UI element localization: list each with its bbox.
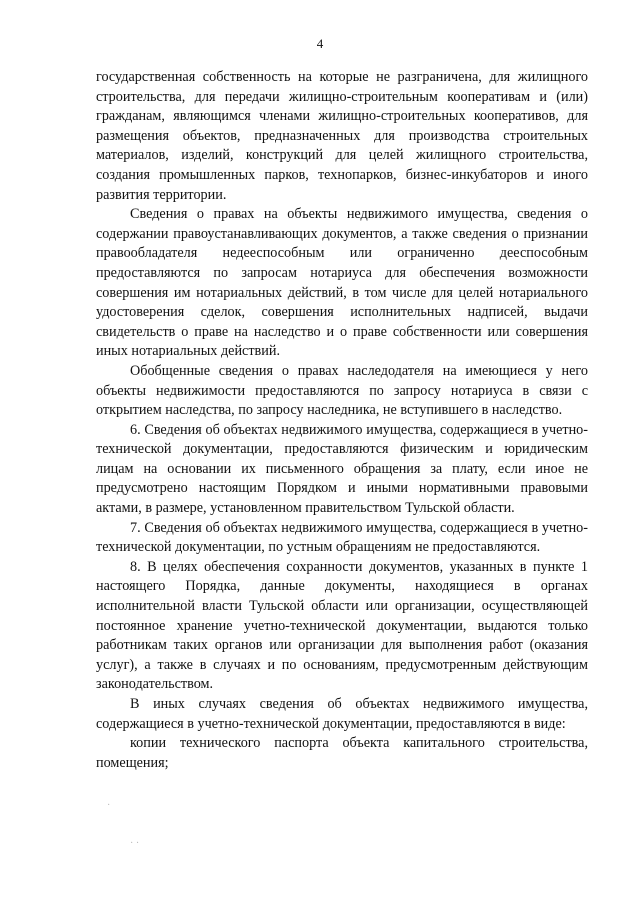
paragraph: 8. В целях обеспечения сохранности документов, указанных в пункте 1 настоящего Порядка, данные документы, находящиеся в органах исполнительной власти Тульской области или организации, осуществляющей постоянное хранение учетно-технической документации, выдаются только работникам таких органов или организации для выполнения работ (оказания услуг), а также в случаях и по основаниям, предусмотренным действующим законодательством. xyxy=(96,558,588,693)
document-body xyxy=(96,68,588,773)
paragraph: В иных случаях сведения об объектах недвижимого имущества, содержащиеся в учетно-технической документации, предоставляются в виде: xyxy=(96,696,588,732)
paragraph: государственная собственность на которые не разграничена, для жилищного строительства, для передачи жилищно-строительным кооперативам и (или) гражданам, являющимся членами жилищно-строительных кооперативов, для размещения объектов, предназначенных для производства строительных материалов, изделий, конструкций для целей жилищного строительства, создания промышленных парков, технопарков, бизнес-инкубаторов и иного развития территории. xyxy=(96,69,588,203)
paragraph: 6. Сведения об объектах недвижимого имущества, содержащиеся в учетно-технической документации, предоставляются физическим и юридическим лицам на основании их письменного обращения за плату, если иное не предусмотрено настоящим Порядком и иными нормативными правовыми актами, в размере, установленном правительством Тульской области. xyxy=(96,421,588,517)
page-number: 4 xyxy=(316,36,324,51)
paragraph: Обобщенные сведения о правах наследодателя на имеющиеся у него объекты недвижимости предоставляются по запросу нотариуса в связи с открытием наследства, по запросу наследника, не вступившего в наследство. xyxy=(96,362,588,419)
paragraph: копии технического паспорта объекта капитального строительства, помещения; xyxy=(96,735,588,771)
scan-speck: · · xyxy=(130,838,140,849)
paragraph: 7. Сведения об объектах недвижимого имущества, содержащиеся в учетно-технической документации, по устным обращениям не предоставляются. xyxy=(96,519,588,556)
paragraph: Сведения о правах на объекты недвижимого имущества, сведения о содержании правоустанавливающих документов, а также сведения о признании правообладателя недееспособным или ограниченно дееспособным предоставляются по запросам нотариуса для обеспечения возможности совершения им нотариальных действий, в том числе для целей нотариального удостоверения сделок, совершения исполнительных надписей, выдачи свидетельств о праве на наследство и о праве собственности или совершения иных нотариальных действий. xyxy=(96,206,588,360)
scan-speck: · xyxy=(107,800,111,811)
